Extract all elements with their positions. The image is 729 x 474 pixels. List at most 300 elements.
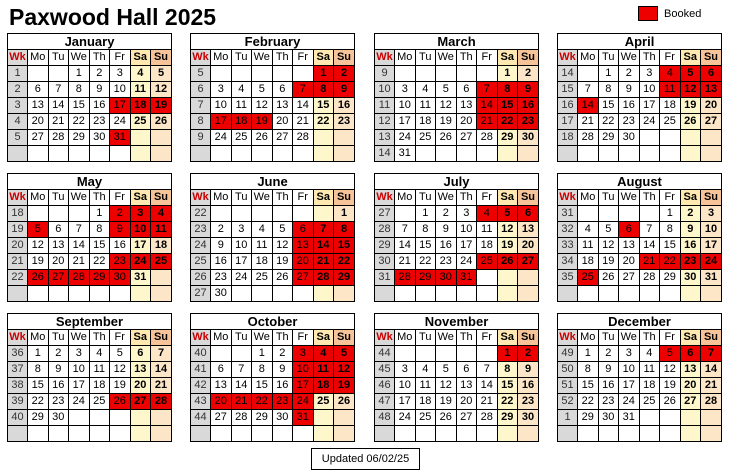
day-cell: 6 [48, 222, 69, 238]
empty-cell [231, 66, 252, 82]
day-cell: 20 [518, 238, 539, 254]
day-cell: 28 [477, 410, 498, 426]
week-header: Wk [8, 50, 28, 66]
day-cell: 16 [110, 238, 131, 254]
week-header: Wk [191, 190, 211, 206]
empty-cell [110, 426, 131, 442]
empty-cell [598, 146, 619, 162]
week-number: 31 [558, 206, 578, 222]
day-cell: 30 [48, 410, 69, 426]
day-cell: 12 [497, 222, 518, 238]
day-cell: 17 [619, 378, 640, 394]
booked-day-cell: 9 [518, 82, 539, 98]
day-cell: 1 [89, 206, 110, 222]
week-number: 14 [375, 146, 395, 162]
day-cell: 4 [415, 362, 436, 378]
week-header: Wk [191, 330, 211, 346]
empty-cell [293, 206, 314, 222]
week-header: Wk [8, 330, 28, 346]
day-cell: 27 [28, 130, 49, 146]
booked-day-cell: 6 [518, 206, 539, 222]
day-cell: 23 [598, 394, 619, 410]
week-number [558, 286, 578, 302]
empty-cell [395, 66, 416, 82]
week-number [8, 146, 28, 162]
day-cell: 10 [211, 98, 232, 114]
empty-cell [231, 146, 252, 162]
day-cell: 5 [436, 362, 457, 378]
day-cell: 15 [660, 238, 681, 254]
month-name: April [558, 34, 721, 50]
day-cell: 1 [598, 66, 619, 82]
day-header: We [619, 190, 640, 206]
booked-day-cell: 21 [313, 254, 334, 270]
day-cell: 8 [578, 362, 599, 378]
week-number: 36 [8, 346, 28, 362]
month-december [557, 313, 722, 442]
empty-cell [619, 146, 640, 162]
day-header: Tu [231, 190, 252, 206]
day-cell: 24 [231, 270, 252, 286]
empty-cell [28, 146, 49, 162]
day-cell: 30 [518, 130, 539, 146]
empty-cell [456, 146, 477, 162]
week-header: Wk [375, 50, 395, 66]
day-header: Tu [415, 50, 436, 66]
day-cell: 12 [436, 378, 457, 394]
day-header: We [436, 50, 457, 66]
empty-cell [48, 206, 69, 222]
empty-cell [211, 66, 232, 82]
week-number: 34 [558, 254, 578, 270]
month-name: December [558, 314, 721, 330]
booked-day-cell: 1 [313, 66, 334, 82]
day-header: Tu [231, 330, 252, 346]
day-cell: 22 [313, 114, 334, 130]
empty-cell [110, 286, 131, 302]
week-number: 16 [558, 98, 578, 114]
week-number: 47 [375, 394, 395, 410]
month-name: November [375, 314, 538, 330]
week-number: 50 [558, 362, 578, 378]
empty-cell [231, 286, 252, 302]
empty-cell [701, 130, 722, 146]
empty-cell [272, 286, 293, 302]
day-cell: 28 [639, 270, 660, 286]
empty-cell [313, 206, 334, 222]
day-header: Fr [477, 330, 498, 346]
empty-cell [28, 426, 49, 442]
week-number: 40 [8, 410, 28, 426]
day-cell: 1 [28, 346, 49, 362]
day-cell: 28 [293, 130, 314, 146]
empty-cell [89, 146, 110, 162]
week-number: 52 [558, 394, 578, 410]
day-cell: 16 [518, 378, 539, 394]
empty-cell [252, 206, 273, 222]
day-cell: 14 [639, 238, 660, 254]
day-cell: 5 [598, 222, 619, 238]
booked-day-cell: 6 [701, 66, 722, 82]
week-number [558, 146, 578, 162]
empty-cell [110, 410, 131, 426]
day-header: Su [334, 50, 355, 66]
day-cell: 9 [518, 362, 539, 378]
booked-day-cell: 28 [395, 270, 416, 286]
day-cell: 1 [69, 66, 90, 82]
day-cell: 26 [334, 394, 355, 410]
booked-day-cell: 8 [313, 82, 334, 98]
page-title: Paxwood Hall 2025 [9, 4, 217, 30]
day-cell: 22 [497, 394, 518, 410]
booked-day-cell: 10 [293, 362, 314, 378]
empty-cell [598, 426, 619, 442]
booked-day-cell: 5 [660, 346, 681, 362]
booked-day-cell: 13 [701, 82, 722, 98]
booked-day-cell: 19 [334, 378, 355, 394]
day-cell: 4 [415, 82, 436, 98]
day-cell: 12 [598, 238, 619, 254]
booked-day-cell: 2 [334, 66, 355, 82]
booked-day-cell: 7 [477, 82, 498, 98]
day-cell: 20 [680, 378, 701, 394]
day-cell: 18 [639, 378, 660, 394]
day-cell: 1 [252, 346, 273, 362]
week-number: 49 [558, 346, 578, 362]
empty-cell [28, 66, 49, 82]
day-cell: 5 [110, 346, 131, 362]
week-number: 1 [8, 66, 28, 82]
week-number: 3 [8, 98, 28, 114]
empty-cell [436, 286, 457, 302]
empty-cell [436, 346, 457, 362]
empty-cell [252, 286, 273, 302]
empty-cell [477, 146, 498, 162]
day-cell: 22 [415, 254, 436, 270]
day-cell: 1 [578, 346, 599, 362]
booked-day-cell: 27 [293, 270, 314, 286]
day-header: Tu [598, 190, 619, 206]
day-cell: 2 [680, 206, 701, 222]
booked-day-cell: 26 [28, 270, 49, 286]
day-cell: 21 [151, 378, 172, 394]
day-cell: 14 [231, 378, 252, 394]
week-header: Wk [558, 50, 578, 66]
empty-cell [436, 426, 457, 442]
empty-cell [395, 286, 416, 302]
legend [638, 6, 701, 21]
empty-cell [334, 146, 355, 162]
day-cell: 22 [28, 394, 49, 410]
week-number: 32 [558, 222, 578, 238]
week-number: 39 [8, 394, 28, 410]
day-cell: 16 [48, 378, 69, 394]
booked-day-cell: 3 [130, 206, 151, 222]
day-cell: 19 [272, 254, 293, 270]
day-cell: 18 [151, 238, 172, 254]
week-number: 42 [191, 378, 211, 394]
booked-day-cell: 8 [334, 222, 355, 238]
day-cell: 15 [578, 378, 599, 394]
booked-day-cell: 6 [680, 346, 701, 362]
day-cell: 15 [313, 98, 334, 114]
booked-day-cell: 20 [293, 254, 314, 270]
day-cell: 11 [130, 82, 151, 98]
month-name: August [558, 174, 721, 190]
day-header: Fr [293, 190, 314, 206]
day-cell: 7 [639, 222, 660, 238]
empty-cell [660, 146, 681, 162]
day-cell: 10 [395, 378, 416, 394]
day-cell: 25 [89, 394, 110, 410]
booked-day-cell: 14 [578, 98, 599, 114]
day-cell: 17 [395, 114, 416, 130]
day-cell: 2 [518, 66, 539, 82]
day-header: We [69, 50, 90, 66]
day-cell: 23 [518, 394, 539, 410]
day-cell: 10 [110, 82, 131, 98]
day-header: Mo [211, 190, 232, 206]
day-cell: 12 [110, 362, 131, 378]
booked-day-cell: 26 [497, 254, 518, 270]
empty-cell [477, 346, 498, 362]
day-cell: 20 [619, 254, 640, 270]
day-cell: 11 [578, 238, 599, 254]
empty-cell [477, 286, 498, 302]
day-cell: 10 [69, 362, 90, 378]
day-cell: 1 [660, 206, 681, 222]
month-name: March [375, 34, 538, 50]
day-header: Sa [680, 50, 701, 66]
week-header: Wk [375, 330, 395, 346]
week-number [191, 146, 211, 162]
day-header: Tu [598, 330, 619, 346]
week-number: 23 [191, 222, 211, 238]
day-cell: 17 [69, 378, 90, 394]
empty-cell [293, 286, 314, 302]
week-number: 12 [375, 114, 395, 130]
day-header: Th [89, 190, 110, 206]
day-header: We [436, 190, 457, 206]
day-cell: 10 [639, 82, 660, 98]
day-cell: 19 [110, 378, 131, 394]
day-cell: 24 [456, 254, 477, 270]
day-cell: 29 [28, 410, 49, 426]
day-cell: 25 [639, 394, 660, 410]
booked-day-cell: 29 [89, 270, 110, 286]
day-cell: 17 [231, 254, 252, 270]
day-header: Sa [680, 190, 701, 206]
empty-cell [518, 270, 539, 286]
empty-cell [48, 286, 69, 302]
day-header: Sa [680, 330, 701, 346]
week-number: 21 [8, 254, 28, 270]
empty-cell [48, 426, 69, 442]
day-cell: 24 [69, 394, 90, 410]
day-cell: 13 [28, 98, 49, 114]
booked-day-cell: 24 [701, 254, 722, 270]
day-header: Fr [660, 190, 681, 206]
day-cell: 23 [436, 254, 457, 270]
day-header: Su [334, 190, 355, 206]
day-cell: 25 [231, 130, 252, 146]
day-cell: 20 [701, 98, 722, 114]
day-cell: 29 [69, 130, 90, 146]
booked-day-cell: 8 [497, 82, 518, 98]
booked-day-cell: 31 [293, 410, 314, 426]
empty-cell [334, 130, 355, 146]
empty-cell [477, 66, 498, 82]
day-cell: 16 [89, 98, 110, 114]
day-cell: 10 [395, 98, 416, 114]
day-cell: 20 [28, 114, 49, 130]
empty-cell [231, 346, 252, 362]
day-cell: 2 [48, 346, 69, 362]
empty-cell [680, 426, 701, 442]
empty-cell [660, 286, 681, 302]
day-header: Th [89, 330, 110, 346]
day-cell: 20 [456, 394, 477, 410]
week-number: 9 [191, 130, 211, 146]
empty-cell [477, 426, 498, 442]
empty-cell [313, 146, 334, 162]
day-header: Sa [497, 190, 518, 206]
week-number: 13 [375, 130, 395, 146]
empty-cell [680, 286, 701, 302]
empty-cell [578, 426, 599, 442]
empty-cell [130, 286, 151, 302]
empty-cell [415, 346, 436, 362]
day-cell: 30 [211, 286, 232, 302]
day-cell: 18 [89, 378, 110, 394]
day-cell: 7 [578, 82, 599, 98]
week-number: 24 [191, 238, 211, 254]
week-header: Wk [375, 190, 395, 206]
day-cell: 13 [48, 238, 69, 254]
week-number: 4 [8, 114, 28, 130]
week-number: 40 [191, 346, 211, 362]
day-cell: 5 [151, 66, 172, 82]
empty-cell [395, 206, 416, 222]
month-august [557, 173, 722, 302]
empty-cell [252, 426, 273, 442]
day-header: Th [639, 190, 660, 206]
day-cell: 13 [518, 222, 539, 238]
day-cell: 2 [598, 346, 619, 362]
booked-day-cell: 17 [211, 114, 232, 130]
empty-cell [598, 286, 619, 302]
month-name: May [8, 174, 171, 190]
day-header: Sa [130, 190, 151, 206]
booked-day-cell: 30 [110, 270, 131, 286]
booked-day-cell: 29 [415, 270, 436, 286]
day-cell: 25 [252, 270, 273, 286]
day-cell: 12 [660, 362, 681, 378]
day-cell: 2 [436, 206, 457, 222]
empty-cell [578, 286, 599, 302]
week-number: 46 [375, 378, 395, 394]
empty-cell [272, 146, 293, 162]
booked-day-cell: 23 [110, 254, 131, 270]
empty-cell [28, 206, 49, 222]
empty-cell [313, 130, 334, 146]
empty-cell [680, 410, 701, 426]
booked-day-cell: 23 [518, 114, 539, 130]
booked-day-cell: 28 [151, 394, 172, 410]
week-number: 37 [8, 362, 28, 378]
empty-cell [639, 146, 660, 162]
day-cell: 26 [436, 410, 457, 426]
month-name: July [375, 174, 538, 190]
empty-cell [518, 426, 539, 442]
legend-label: Booked [664, 7, 702, 20]
day-header: Mo [28, 330, 49, 346]
week-number: 22 [8, 270, 28, 286]
empty-cell [252, 146, 273, 162]
day-cell: 3 [395, 82, 416, 98]
week-number: 45 [375, 362, 395, 378]
month-june [190, 173, 355, 302]
booked-day-cell: 29 [334, 270, 355, 286]
booked-day-cell: 21 [477, 114, 498, 130]
empty-cell [518, 286, 539, 302]
week-number: 27 [191, 286, 211, 302]
empty-cell [211, 206, 232, 222]
day-cell: 7 [48, 82, 69, 98]
day-cell: 3 [231, 222, 252, 238]
day-header: Fr [477, 190, 498, 206]
day-header: Fr [293, 50, 314, 66]
empty-cell [415, 66, 436, 82]
day-cell: 28 [477, 130, 498, 146]
day-cell: 9 [436, 222, 457, 238]
empty-cell [272, 206, 293, 222]
booked-day-cell: 23 [272, 394, 293, 410]
day-cell: 26 [598, 270, 619, 286]
day-cell: 11 [89, 362, 110, 378]
week-number: 9 [375, 66, 395, 82]
week-number: 19 [8, 222, 28, 238]
day-cell: 21 [293, 114, 314, 130]
week-number: 31 [375, 270, 395, 286]
day-header: Th [272, 330, 293, 346]
empty-cell [639, 130, 660, 146]
empty-cell [69, 286, 90, 302]
booked-day-cell: 5 [334, 346, 355, 362]
day-cell: 19 [28, 254, 49, 270]
day-cell: 26 [151, 114, 172, 130]
day-cell: 1 [334, 206, 355, 222]
day-cell: 10 [619, 362, 640, 378]
day-header: Mo [578, 50, 599, 66]
booked-day-cell: 14 [313, 238, 334, 254]
month-march [374, 33, 539, 162]
booked-day-cell: 24 [293, 394, 314, 410]
day-header: Fr [110, 330, 131, 346]
month-february [190, 33, 355, 162]
empty-cell [130, 130, 151, 146]
empty-cell [69, 206, 90, 222]
day-cell: 13 [456, 378, 477, 394]
day-cell: 30 [619, 130, 640, 146]
day-cell: 27 [456, 410, 477, 426]
booked-day-cell: 18 [130, 98, 151, 114]
booked-day-cell: 4 [313, 346, 334, 362]
day-header: Sa [313, 190, 334, 206]
day-cell: 3 [395, 362, 416, 378]
booked-day-cell: 6 [293, 222, 314, 238]
empty-cell [252, 66, 273, 82]
